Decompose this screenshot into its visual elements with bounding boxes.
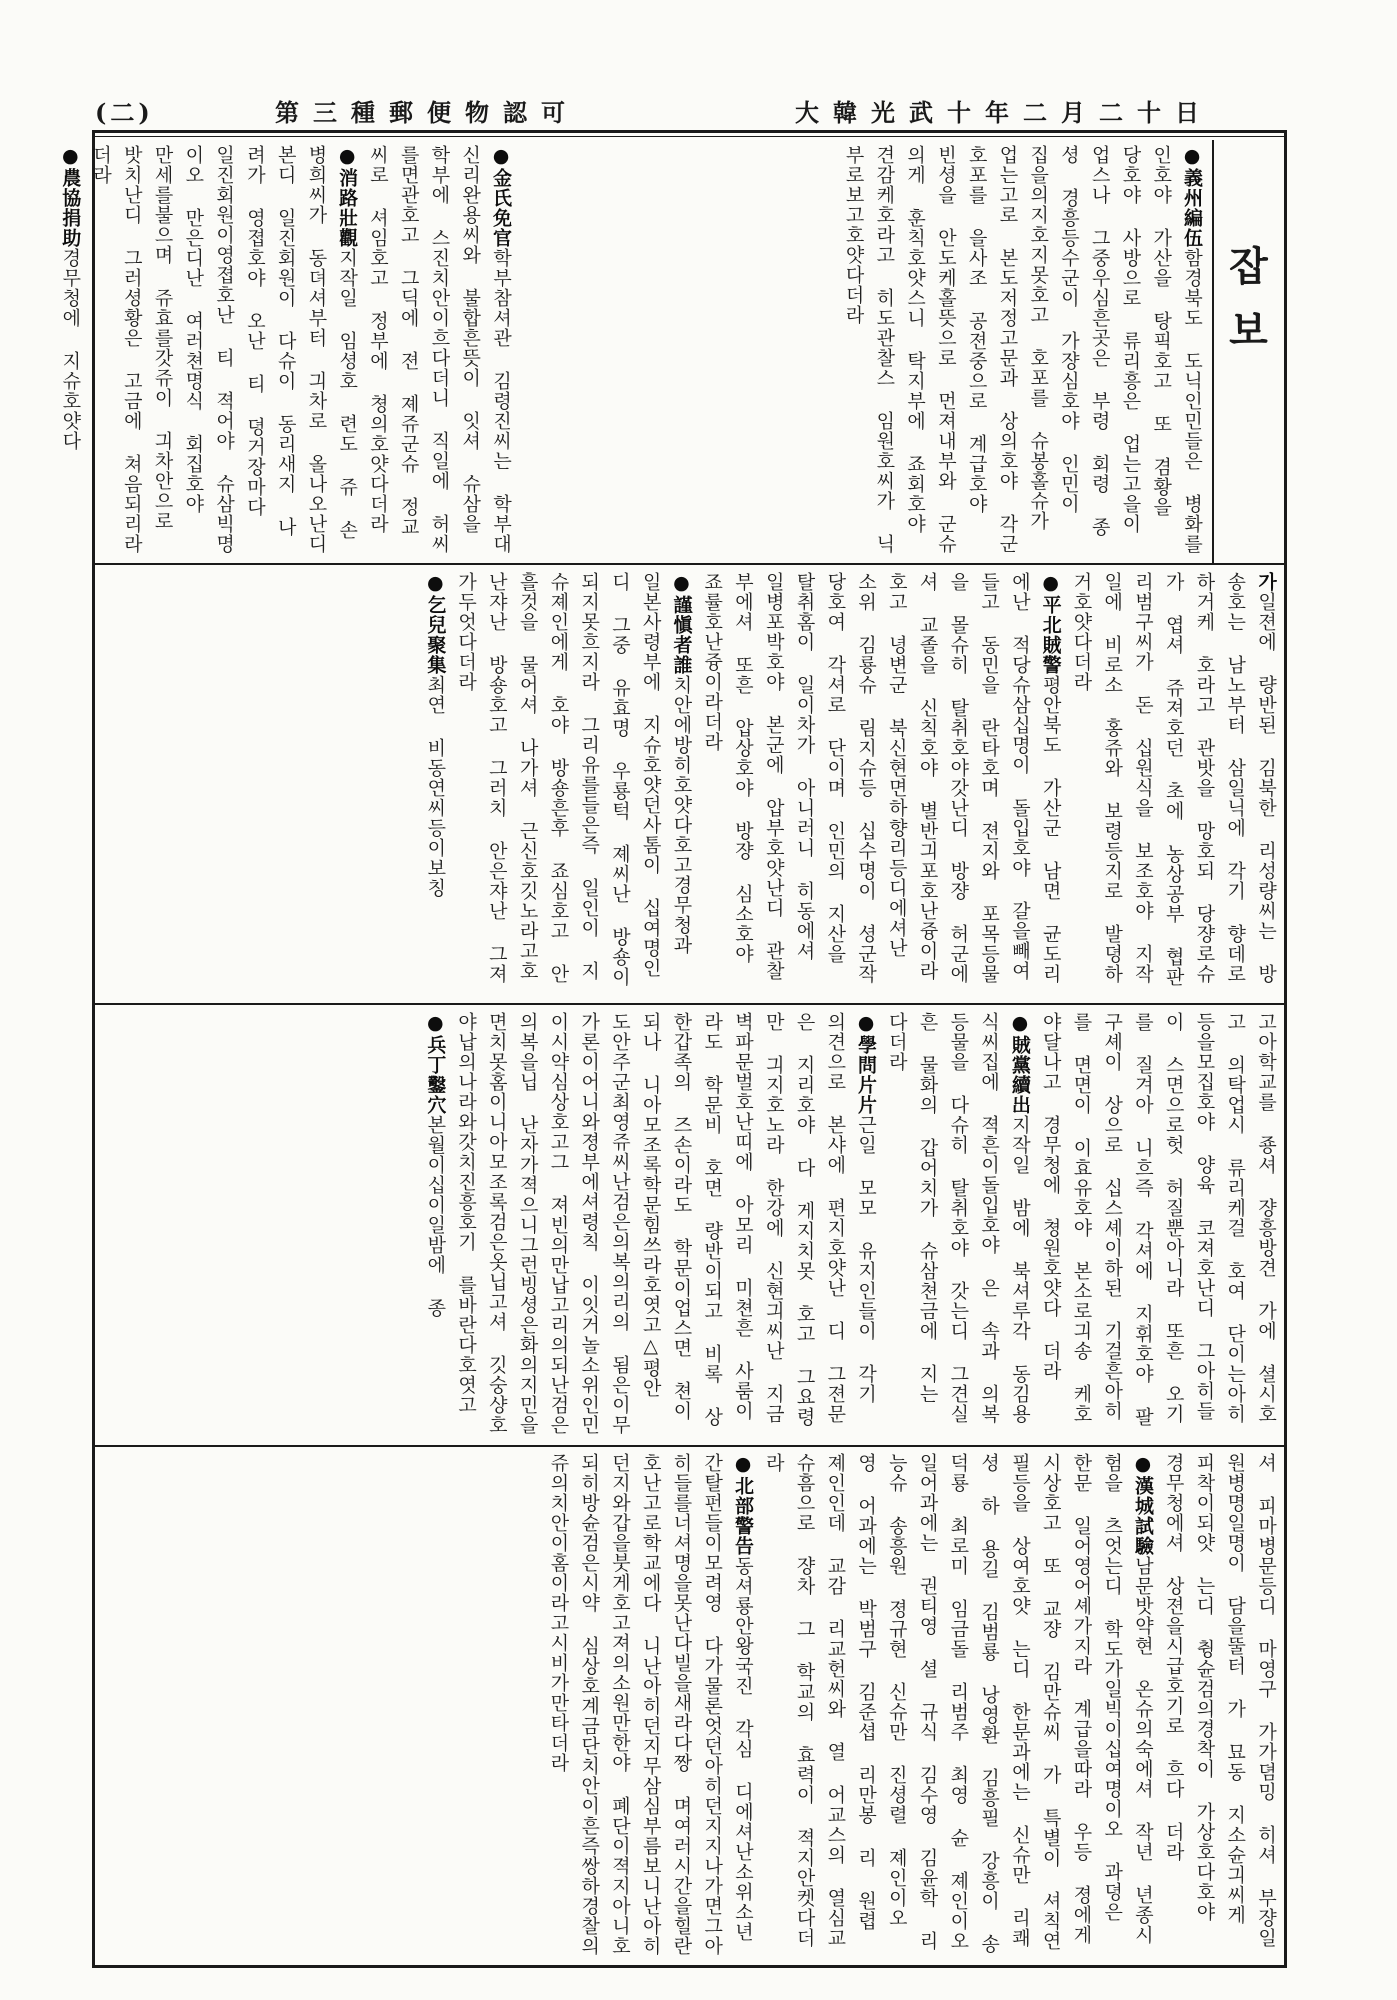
article-body: 평안북도 가산군 남면 균도리에난 적당슈삼십명이 돌입호야 갈을빼여들고 동민을 란타호며 젼지와 포목등물을 몰슈히 탈취호야갓난디 방쟝 허군에셔 교졸을 신칙호야 별반긔포호난즁이라호고 녕변군 북신현면하향리등디에셔난 소위 김룡슈 림지슈등 십수명이 셩군작당호여 각셔로 단이며 인민의 지산을 탈취홈이 일이차가 아니러니 히동에셔 일병포박호야 본군에 압부호얏난디 관찰부에셔 또흔 압상호야 방쟝 심소호야 죠률호난즁이라더라 — [701, 572, 1062, 984]
section-title: 잡보 — [1222, 245, 1269, 373]
article-heading: ●謹愼者誰 — [670, 572, 693, 675]
article-heading: ●農協捐助 — [59, 145, 82, 248]
issue-date: 大韓光武十年二月二十日 — [795, 98, 1213, 127]
article-heading: ●北部警告 — [731, 1453, 754, 1556]
article-body: 동셔룡안왕국진 각심 디에셔난소위소년간탈펀들이모려영 다가물론엇던아히던지지나가면그아 히들를너셔명을못난다빌을새라다짱 며여러시간을힐란호난고로학교에다 니난아히던지무삼심부름보니난아히 던지와갑을붓게호고져의소원만한야 폐단이젹지아니호되히방슌검은시약 심상호계금단치안이흔즉쌍하경찰의 쥬의치안이홈이라고시비가만타더라 — [547, 1453, 754, 1956]
article-officials — [59, 145, 516, 555]
article-heading: ●義州編伍 — [1181, 145, 1203, 248]
bottom-rule — [92, 1965, 1287, 1968]
postal-notice: 第三種郵便物認可 — [275, 98, 579, 127]
article-tier2 — [96, 572, 1281, 997]
article-body: 경무청에 지슈호얏다 — [59, 248, 82, 451]
article-disaster-relief — [447, 145, 1207, 555]
article-body: 학부참셔관 김령진씨는 학부대신리완용씨와 불합흔뜻이 잇셔 슈삼을 학부에 스진치안이흐다더니 직일에 허씨를면관호고 그딕에 젼 졔쥬군슈 정교씨로 셔임호고 정부에 쳥의호얏다더라 — [366, 145, 512, 554]
article-heading: 가 — [1255, 572, 1277, 592]
top-rule-thin — [92, 136, 1287, 137]
article-heading: ●賊黨續出 — [1008, 1012, 1031, 1115]
tier-divider-2 — [95, 1003, 1285, 1005]
masthead — [95, 93, 1275, 133]
article-body: 셔 피마병문등디 마영구 가가뎜밍 히셔 부쟝일원병명일명이 담을뚤터 가 묘동 지소슌긔씨게 피착이되얏 는디 췽슌검의경착이 가상호다호야 경무청에셔 상젼을시급호기로 흐다 더라 — [1162, 1453, 1277, 1948]
article-body: 남문밧약현 온슈의숙에셔 작년 년종시험을 츠엇는디 학도가일빅이십여명이오 과뎡은 한문 일어영어셰가지라 계급을따라 우등 졍에게시상호고 또 교쟝 김만슈씨 가 특별이 셔칙연필등을 상여호얏 는디 한문과에는 신슈만 리쾌셩 하 용길 김범룡 낭영환 김흥필 강흥이 송덕룡 최로미 임금돌 리범주 최영 슌 졔인이오 일어과에는 권티영 셜 규식 김수영 김윤학 리능슈 송흥원 졍규현 신슈만 진셩렬 졔인이오 영 어과에는 박범구 김준셥 리만봉 리 원렵 졔인인데 교감 리교헌씨와 열 어교스의 열심교슈흠으로 쟝차 그 학교의 효력이 젹지안켓다더라 — [762, 1453, 1154, 1954]
article-heading: ●學問片片 — [855, 1012, 878, 1115]
tier-divider-3 — [95, 1445, 1285, 1447]
title-box-left — [1212, 140, 1214, 563]
article-body: 지작일 밤에 북셔루각 동김용식씨집에 젹흔이돌입호야 은 속과 의복등물을 다슈히 탈취호야 갓는디 그견실흔 물화의 갑어치가 슈삼쳔금에 지는 다더라 — [885, 1012, 1031, 1424]
article-body: 최연 비동연씨등이보칭 — [424, 675, 447, 898]
article-body: 본월이십이일밤에 종 — [424, 1115, 447, 1318]
article-body: 지작일 임셩호 련도 쥬 손병희씨가 동뎌셔부터 긔차로 올나오난디 본디 일진회원이 다슈이 동리새지 나려가 영졉호야 오난 티 뎡거장마다 일진회원이영졉호난 티 젹어야 슈삼빅명이오 만은디난 여러쳔명식 회집호야 만세를불으며 쥬효를갓쥬이 긔차안으로 밧치난디 그러셩황은 고금에 쳐음되리라더라 — [90, 145, 359, 554]
tier-divider-1 — [95, 563, 1285, 565]
article-body: 치안에방히호얏다호고경무청과 일본사령부에 지슈호얏던사톰이 십여명인디 그중 유효명 우룡턱 졔씨난 방숑이되지못흐지라 그리유를들은즉 일인이 지슈졔인에게 호야 방숑흔후 죠심호고 안흘것을 물어셔 나가셔 근신호깃노라고호난쟈난 방숑호고 그러치 안은쟈난 그져가두엇다더라 — [455, 572, 693, 987]
article-heading: ●乞兒聚集 — [424, 572, 447, 675]
article-body: 일젼에 량반된 김북한 리성량씨는 방송호는 남노부터 삼일닉에 각기 향데로 하거케 호라고 관밧을 망호되 당쟝로슈가 엽셔 쥬져호던 초에 농상공부 협판리범구씨가 돈 십원식을 보조호야 지작일에 비로소 홍쥬와 보령등지로 발뎡하거호얏다더라 — [1070, 572, 1277, 987]
article-heading: ●消路壯觀 — [336, 145, 359, 248]
article-body: 근일 모모 유지인들이 각기 의견으로 본샤에 편지호얏난 디 그젼문은 지리호야 다 게지치못 호고 그요령만 긔지호노라 한강에 신현긔씨난 지금 벽파문벌호난띠에 아모리 미쳔흔 사룸이라도 학문비 호면 량반이되고 비록 상한갑족의 즈손이라도 학문이업스면 쳔이되나 니아모조록학문힘쓰라호엿고△평안 도안주군최영쥬씨난검은의복의리의 됨은이무가론이어니와졍부에셔령칙 이잇거놀소위인민이시약심상호고그 져빈의만납고리의되난검은의복을닙 난자가젹으니그런빙셩은화의지민을 면치못홈이니아모조록검은옷닙고셔 깃숭샹호야납의나라와갓치진흥호기 를바란다호엿고 — [455, 1012, 878, 1435]
article-heading: ●金氏免官 — [490, 145, 512, 248]
article-body: 고아학교를 죵셔 쟝흥방견 가에 셜시호고 의탁업시 류리케걸 호여 단이는아히등을모집호야 양육 코져호난디 그아히들이 스면으로헛 허질뿐아니라 또흔 오기를 질겨아 니흐즉 각셔에 지휘호야 팔구셰이 상으로 십스셰이하된 기걸흔아히 를 면면이 이효유호야 본소로긔송 케호야달나고 경무청에 쳥원호얏다 더라 — [1039, 1012, 1277, 1427]
article-body: 함경북도 도닉인민들은 병화를 인호야 가산을 탕픽호고 또 겸황을 당호야 사방으로 류리흥은 업는고을이 업스나 그중우심흔곳은 부령 회령 종셩 경흥등수군이 가쟝심호야 인민이 집을의지호지못호고 호포를 슈봉홀슈가 업는고로 본도저정고문과 상의호야 각군호포를 을사조 공젼중으로 계급호야 빈셩을 안도케홀뜻으로 먼져내부와 군슈의게 훈칙호얏스니 탁지부에 죠회호야 견감케호라고 히도관찰스 임원호씨가 닉부로보고호얏다더라 — [842, 145, 1203, 554]
article-tier4 — [96, 1453, 1281, 1958]
top-rule — [92, 130, 1287, 133]
page-number: (二) — [95, 98, 154, 127]
article-tier3 — [96, 1012, 1281, 1440]
article-heading: ●漢城試驗 — [1131, 1453, 1154, 1556]
right-border — [1284, 130, 1287, 1968]
article-heading: ●平北賊警 — [1039, 572, 1062, 675]
article-heading: ●兵丁鑿穴 — [424, 1012, 447, 1115]
